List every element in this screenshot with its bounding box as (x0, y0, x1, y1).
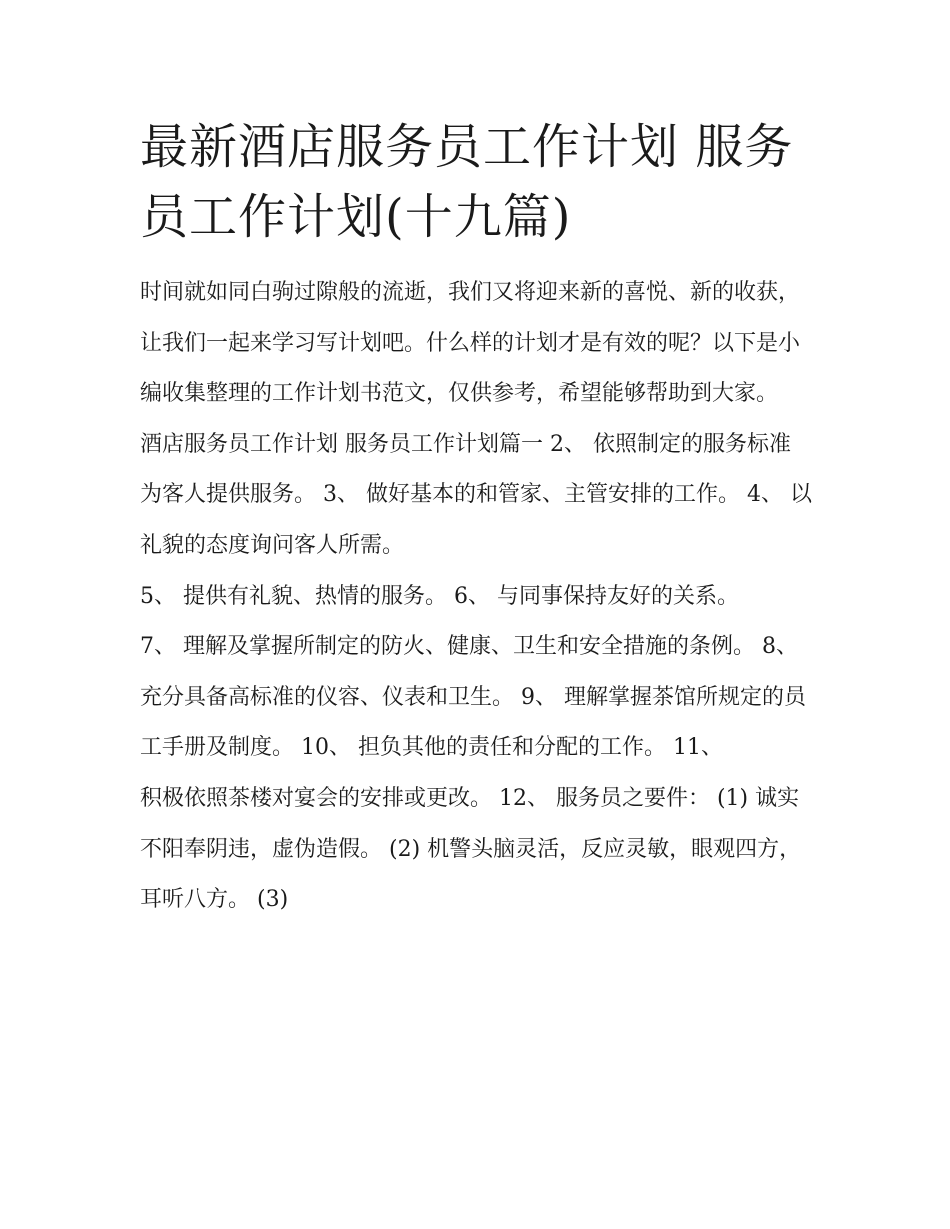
paragraph-duties-5: 积极依照茶楼对宴会的安排或更改。 12、 服务员之要件： (1) 诚实不阳奉阴违，虚伪造假。 (2) 机警头脑灵活，反应灵敏，眼观四方，耳听八方。 (3) (140, 785, 802, 913)
paragraph-duties-2: 5、 提供有礼貌、热情的服务。 6、 与同事保持友好的关系。 (140, 583, 739, 609)
document-body (140, 112, 812, 926)
document-title: 最新酒店服务员工作计划 服务员工作计划(十九篇) (140, 119, 794, 245)
paragraph-intro: 时间就如同白驹过隙般的流逝，我们又将迎来新的喜悦、新的收获，让我们一起来学习写计划吧。什么样的计划才是有效的呢？以下是小编收集整理的工作计划书范文，仅供参考，希望能够帮助到大家。 (140, 280, 801, 407)
paragraph-duties-4: 充分具备高标准的仪容、仪表和卫生。 9、 理解掌握茶馆所规定的员工手册及制度。 10、 担负其他的责任和分配的工作。 11、 (140, 684, 806, 761)
paragraph-duties-3: 7、 理解及掌握所制定的防火、健康、卫生和安全措施的条例。 8、 (140, 634, 798, 660)
paragraph-duties-1: 酒店服务员工作计划 服务员工作计划篇一 2、 依照制定的服务标准为客人提供服务。 3、 做好基本的和管家、主管安排的工作。 4、 以礼貌的态度询问客人所需。 (140, 431, 812, 558)
